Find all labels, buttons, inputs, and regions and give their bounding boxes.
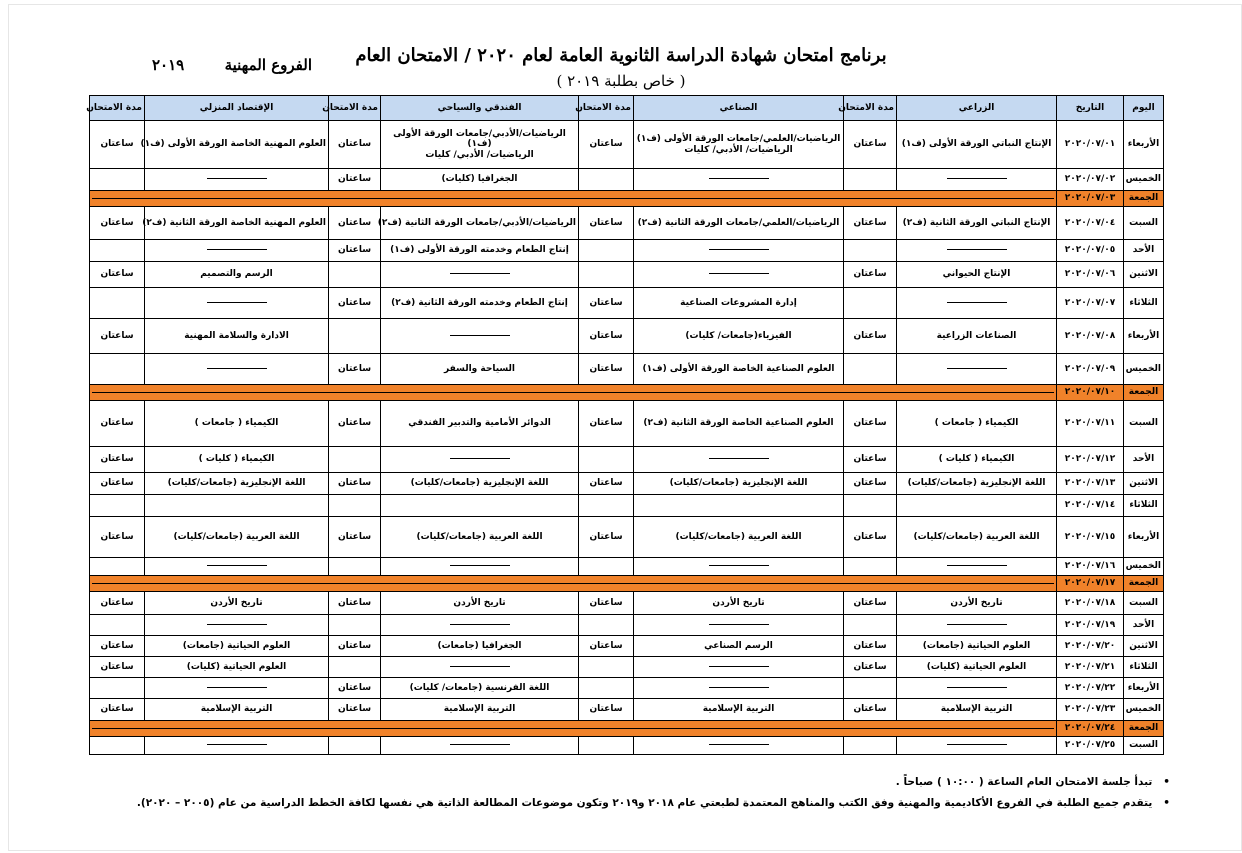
cell-duration xyxy=(844,495,897,517)
cell-date: ٢٠٢٠/٠٧/١٢ xyxy=(1057,447,1124,473)
cell-industrial: الفيزياء(جامعات/ كليات) xyxy=(634,319,844,354)
cell-hotel-tourism: الجغرافيا (كليات) xyxy=(381,169,579,191)
cell-industrial: اللغة العربية (جامعات/كليات) xyxy=(634,517,844,558)
cell-agricultural: الإنتاج الحيواني xyxy=(897,262,1057,288)
cell-hotel-tourism: الرياضيات/الأدبي/جامعات الورقة الثانية (ف٢) xyxy=(381,207,579,240)
cell-duration: ساعتان xyxy=(90,592,145,615)
table-row xyxy=(90,678,1164,699)
notes xyxy=(136,772,1170,814)
cell-duration: ساعتان xyxy=(90,447,145,473)
cell-agricultural: الإنتاج النباتي الورقة الأولى (ف١) xyxy=(897,121,1057,169)
cell-date: ٢٠٢٠/٠٧/٢٠ xyxy=(1057,636,1124,657)
cell-home-economics xyxy=(145,288,329,319)
cell-hotel-tourism: اللغة العربية (جامعات/كليات) xyxy=(381,517,579,558)
friday-row xyxy=(90,385,1164,401)
cell-home-economics: العلوم الحياتية (كليات) xyxy=(145,657,329,678)
cell-duration xyxy=(329,447,381,473)
cell-duration: ساعتان xyxy=(579,401,634,447)
cell-home-economics xyxy=(145,495,329,517)
cell-agricultural xyxy=(897,678,1057,699)
cell-industrial xyxy=(634,447,844,473)
cell-duration xyxy=(579,657,634,678)
cell-duration: ساعتان xyxy=(844,699,897,721)
cell-hotel-tourism: الجغرافيا (جامعات) xyxy=(381,636,579,657)
cell-agricultural xyxy=(897,288,1057,319)
header-duration: مدة الامتحان xyxy=(90,96,145,121)
header-duration: مدة الامتحان xyxy=(579,96,634,121)
table-row xyxy=(90,401,1164,447)
table-row xyxy=(90,636,1164,657)
cell-home-economics: التربية الإسلامية xyxy=(145,699,329,721)
cell-day: الاثنين xyxy=(1124,262,1164,288)
cell-industrial: إدارة المشروعات الصناعية xyxy=(634,288,844,319)
cell-duration: ساعتان xyxy=(329,473,381,495)
cell-hotel-tourism: إنتاج الطعام وخدمته الورقة الثانية (ف٢) xyxy=(381,288,579,319)
cell-agricultural: التربية الإسلامية xyxy=(897,699,1057,721)
cell-hotel-tourism xyxy=(381,447,579,473)
cell-industrial xyxy=(634,737,844,755)
cell-hotel-tourism xyxy=(381,737,579,755)
table-row xyxy=(90,240,1164,262)
friday-strike xyxy=(90,576,1057,592)
cell-home-economics: الرسم والتصميم xyxy=(145,262,329,288)
cell-industrial: الرياضيات/العلمي/جامعات الورقة الأولى (ف١) الرياضيات/ الأدبي/ كليات xyxy=(634,121,844,169)
cell-agricultural xyxy=(897,495,1057,517)
cell-duration: ساعتان xyxy=(844,401,897,447)
cell-duration: ساعتان xyxy=(329,678,381,699)
cell-home-economics: تاريخ الأردن xyxy=(145,592,329,615)
branch-year: ٢٠١٩ xyxy=(152,56,185,74)
cell-day: الأربعاء xyxy=(1124,121,1164,169)
cell-agricultural: اللغة العربية (جامعات/كليات) xyxy=(897,517,1057,558)
table-row xyxy=(90,288,1164,319)
cell-date: ٢٠٢٠/٠٧/٠٤ xyxy=(1057,207,1124,240)
cell-day: الجمعة xyxy=(1124,576,1164,592)
cell-day: الخميس xyxy=(1124,354,1164,385)
cell-duration: ساعتان xyxy=(329,401,381,447)
page-subtitle: ( خاص بطلبة ٢٠١٩ ) xyxy=(556,72,686,90)
header-agricultural: الزراعي xyxy=(897,96,1057,121)
cell-date: ٢٠٢٠/٠٧/٢١ xyxy=(1057,657,1124,678)
cell-duration: ساعتان xyxy=(90,657,145,678)
cell-hotel-tourism xyxy=(381,262,579,288)
cell-date: ٢٠٢٠/٠٧/١٠ xyxy=(1057,385,1124,401)
exam-schedule-table xyxy=(86,95,1164,755)
cell-duration xyxy=(90,558,145,576)
cell-duration xyxy=(844,558,897,576)
cell-duration: ساعتان xyxy=(579,121,634,169)
table-row xyxy=(90,517,1164,558)
cell-duration xyxy=(329,262,381,288)
cell-date: ٢٠٢٠/٠٧/١٩ xyxy=(1057,615,1124,636)
cell-duration: ساعتان xyxy=(844,517,897,558)
cell-duration: ساعتان xyxy=(329,169,381,191)
cell-duration: ساعتان xyxy=(579,319,634,354)
table-row xyxy=(90,657,1164,678)
cell-date: ٢٠٢٠/٠٧/٢٣ xyxy=(1057,699,1124,721)
friday-row xyxy=(90,721,1164,737)
cell-industrial xyxy=(634,495,844,517)
cell-day: الثلاثاء xyxy=(1124,495,1164,517)
cell-duration: ساعتان xyxy=(90,121,145,169)
cell-duration: ساعتان xyxy=(579,592,634,615)
cell-duration xyxy=(90,288,145,319)
cell-home-economics: الكيمياء ( جامعات ) xyxy=(145,401,329,447)
branch-label: الفروع المهنية xyxy=(224,56,312,74)
cell-industrial: الرياضيات/العلمي/جامعات الورقة الثانية (ف٢) xyxy=(634,207,844,240)
cell-duration xyxy=(329,319,381,354)
cell-duration: ساعتان xyxy=(329,288,381,319)
cell-industrial: تاريخ الأردن xyxy=(634,592,844,615)
friday-strike xyxy=(90,721,1057,737)
cell-duration xyxy=(90,615,145,636)
cell-industrial: العلوم الصناعية الخاصة الورقة الأولى (ف١) xyxy=(634,354,844,385)
cell-duration xyxy=(844,615,897,636)
cell-agricultural xyxy=(897,240,1057,262)
cell-industrial: اللغة الإنجليزية (جامعات/كليات) xyxy=(634,473,844,495)
cell-duration: ساعتان xyxy=(844,636,897,657)
table-row xyxy=(90,495,1164,517)
cell-duration xyxy=(90,240,145,262)
friday-row xyxy=(90,191,1164,207)
cell-duration xyxy=(844,354,897,385)
note-item: • يتقدم جميع الطلبة في الفروع الأكاديمية والمهنية وفق الكتب والمناهج المعتمدة لطبعتي عام ٢٠١٨ و٢٠١٩ وتكون موضوعات المطالعة الذاتية هي نفسها لكافة الخطط الدراسية من عام (٢٠٠٥ – ٢٠٢٠). xyxy=(136,797,1170,809)
cell-duration: ساعتان xyxy=(844,447,897,473)
cell-duration xyxy=(844,240,897,262)
cell-agricultural xyxy=(897,737,1057,755)
cell-date: ٢٠٢٠/٠٧/٠٩ xyxy=(1057,354,1124,385)
cell-hotel-tourism: الدوائر الأمامية والتدبير الفندقي xyxy=(381,401,579,447)
cell-agricultural: العلوم الحياتية (جامعات) xyxy=(897,636,1057,657)
cell-duration: ساعتان xyxy=(844,207,897,240)
cell-home-economics: اللغة الإنجليزية (جامعات/كليات) xyxy=(145,473,329,495)
cell-industrial xyxy=(634,678,844,699)
table-row xyxy=(90,319,1164,354)
cell-duration xyxy=(844,288,897,319)
cell-duration: ساعتان xyxy=(329,354,381,385)
cell-industrial xyxy=(634,657,844,678)
cell-agricultural xyxy=(897,558,1057,576)
friday-row xyxy=(90,576,1164,592)
cell-agricultural: الكيمياء ( كليات ) xyxy=(897,447,1057,473)
cell-industrial: التربية الإسلامية xyxy=(634,699,844,721)
cell-duration: ساعتان xyxy=(579,288,634,319)
cell-duration xyxy=(579,447,634,473)
cell-duration: ساعتان xyxy=(329,592,381,615)
cell-date: ٢٠٢٠/٠٧/١٥ xyxy=(1057,517,1124,558)
header-hotel-tourism: الفندقي والسياحي xyxy=(381,96,579,121)
cell-duration xyxy=(90,678,145,699)
cell-date: ٢٠٢٠/٠٧/١١ xyxy=(1057,401,1124,447)
cell-day: الخميس xyxy=(1124,169,1164,191)
page-title: برنامج امتحان شهادة الدراسة الثانوية العامة لعام ٢٠٢٠ / الامتحان العام xyxy=(355,45,887,66)
cell-day: الأربعاء xyxy=(1124,319,1164,354)
cell-agricultural: الكيمياء ( جامعات ) xyxy=(897,401,1057,447)
cell-hotel-tourism xyxy=(381,615,579,636)
cell-home-economics: الكيمياء ( كليات ) xyxy=(145,447,329,473)
cell-date: ٢٠٢٠/٠٧/٢٤ xyxy=(1057,721,1124,737)
cell-home-economics xyxy=(145,615,329,636)
cell-day: الجمعة xyxy=(1124,721,1164,737)
cell-industrial xyxy=(634,615,844,636)
cell-date: ٢٠٢٠/٠٧/٠٦ xyxy=(1057,262,1124,288)
cell-duration: ساعتان xyxy=(329,240,381,262)
cell-duration: ساعتان xyxy=(329,699,381,721)
cell-agricultural xyxy=(897,169,1057,191)
table-row xyxy=(90,558,1164,576)
cell-date: ٢٠٢٠/٠٧/٠٣ xyxy=(1057,191,1124,207)
cell-day: الأربعاء xyxy=(1124,678,1164,699)
header-home-economics: الإقتصاد المنزلي xyxy=(145,96,329,121)
cell-day: الأحد xyxy=(1124,240,1164,262)
cell-agricultural xyxy=(897,354,1057,385)
cell-duration: ساعتان xyxy=(579,636,634,657)
cell-agricultural: تاريخ الأردن xyxy=(897,592,1057,615)
cell-duration: ساعتان xyxy=(579,354,634,385)
cell-duration: ساعتان xyxy=(844,319,897,354)
cell-home-economics xyxy=(145,558,329,576)
table-header-row xyxy=(90,96,1164,121)
cell-home-economics xyxy=(145,737,329,755)
header-industrial: الصناعي xyxy=(634,96,844,121)
table-row xyxy=(90,262,1164,288)
cell-duration xyxy=(579,169,634,191)
cell-duration xyxy=(579,615,634,636)
table-row xyxy=(90,699,1164,721)
cell-hotel-tourism xyxy=(381,319,579,354)
cell-duration xyxy=(90,495,145,517)
cell-hotel-tourism: اللغة الفرنسية (جامعات/ كليات) xyxy=(381,678,579,699)
table-row xyxy=(90,447,1164,473)
friday-strike xyxy=(90,385,1057,401)
cell-duration xyxy=(844,678,897,699)
table-row xyxy=(90,121,1164,169)
cell-day: الأحد xyxy=(1124,447,1164,473)
header-duration: مدة الامتحان xyxy=(329,96,381,121)
cell-home-economics: العلوم الحياتية (جامعات) xyxy=(145,636,329,657)
cell-hotel-tourism: الرياضيات/الأدبي/جامعات الورقة الأولى (ف١) الرياضيات/ الأدبي/ كليات xyxy=(381,121,579,169)
cell-duration xyxy=(844,737,897,755)
header-date: التاريخ xyxy=(1057,96,1124,121)
cell-duration xyxy=(579,678,634,699)
cell-industrial xyxy=(634,262,844,288)
cell-date: ٢٠٢٠/٠٧/٠٨ xyxy=(1057,319,1124,354)
cell-date: ٢٠٢٠/٠٧/٢٥ xyxy=(1057,737,1124,755)
cell-date: ٢٠٢٠/٠٧/٠١ xyxy=(1057,121,1124,169)
cell-day: الأحد xyxy=(1124,615,1164,636)
cell-duration xyxy=(579,558,634,576)
branch-heading xyxy=(152,56,312,74)
cell-date: ٢٠٢٠/٠٧/١٨ xyxy=(1057,592,1124,615)
cell-duration xyxy=(90,169,145,191)
cell-date: ٢٠٢٠/٠٧/٢٢ xyxy=(1057,678,1124,699)
cell-day: الثلاثاء xyxy=(1124,657,1164,678)
cell-industrial: العلوم الصناعية الخاصة الورقة الثانية (ف٢) xyxy=(634,401,844,447)
cell-duration xyxy=(579,737,634,755)
cell-duration: ساعتان xyxy=(844,121,897,169)
cell-duration xyxy=(329,558,381,576)
cell-hotel-tourism: السياحة والسفر xyxy=(381,354,579,385)
cell-day: الخميس xyxy=(1124,558,1164,576)
note-item: • تبدأ جلسة الامتحان العام الساعة ( ١٠:٠٠ ) صباحاً . xyxy=(895,776,1170,788)
cell-agricultural: العلوم الحياتية (كليات) xyxy=(897,657,1057,678)
cell-hotel-tourism xyxy=(381,495,579,517)
cell-home-economics xyxy=(145,678,329,699)
cell-duration: ساعتان xyxy=(90,319,145,354)
cell-duration: ساعتان xyxy=(844,592,897,615)
cell-date: ٢٠٢٠/٠٧/٠٢ xyxy=(1057,169,1124,191)
cell-hotel-tourism: تاريخ الأردن xyxy=(381,592,579,615)
cell-date: ٢٠٢٠/٠٧/١٣ xyxy=(1057,473,1124,495)
table-row xyxy=(90,207,1164,240)
table-row xyxy=(90,473,1164,495)
cell-home-economics xyxy=(145,240,329,262)
cell-duration xyxy=(579,240,634,262)
cell-day: السبت xyxy=(1124,592,1164,615)
cell-hotel-tourism: التربية الإسلامية xyxy=(381,699,579,721)
cell-day: الاثنين xyxy=(1124,473,1164,495)
cell-agricultural: الصناعات الزراعية xyxy=(897,319,1057,354)
cell-industrial xyxy=(634,169,844,191)
cell-hotel-tourism xyxy=(381,558,579,576)
header-duration: مدة الامتحان xyxy=(844,96,897,121)
cell-day: السبت xyxy=(1124,737,1164,755)
cell-duration: ساعتان xyxy=(329,121,381,169)
table-row xyxy=(90,354,1164,385)
cell-date: ٢٠٢٠/٠٧/٠٥ xyxy=(1057,240,1124,262)
cell-industrial: الرسم الصناعي xyxy=(634,636,844,657)
cell-duration xyxy=(90,737,145,755)
cell-duration: ساعتان xyxy=(90,517,145,558)
cell-day: الخميس xyxy=(1124,699,1164,721)
cell-day: الاثنين xyxy=(1124,636,1164,657)
cell-duration xyxy=(329,737,381,755)
cell-duration: ساعتان xyxy=(90,207,145,240)
cell-home-economics: العلوم المهنية الخاصة الورقة الأولى (ف١) xyxy=(145,121,329,169)
cell-duration: ساعتان xyxy=(329,207,381,240)
cell-home-economics xyxy=(145,169,329,191)
cell-duration xyxy=(579,262,634,288)
cell-duration: ساعتان xyxy=(329,636,381,657)
cell-hotel-tourism: اللغة الإنجليزية (جامعات/كليات) xyxy=(381,473,579,495)
cell-duration: ساعتان xyxy=(579,517,634,558)
header-day: اليوم xyxy=(1124,96,1164,121)
cell-duration xyxy=(844,169,897,191)
cell-duration: ساعتان xyxy=(90,699,145,721)
table-row xyxy=(90,615,1164,636)
cell-duration: ساعتان xyxy=(844,657,897,678)
cell-home-economics: اللغة العربية (جامعات/كليات) xyxy=(145,517,329,558)
cell-agricultural: الإنتاج النباتي الورقة الثانية (ف٢) xyxy=(897,207,1057,240)
cell-duration: ساعتان xyxy=(90,473,145,495)
cell-date: ٢٠٢٠/٠٧/١٤ xyxy=(1057,495,1124,517)
cell-duration: ساعتان xyxy=(90,262,145,288)
cell-duration: ساعتان xyxy=(579,473,634,495)
cell-agricultural: اللغة الإنجليزية (جامعات/كليات) xyxy=(897,473,1057,495)
cell-duration xyxy=(579,495,634,517)
table-row xyxy=(90,737,1164,755)
cell-duration: ساعتان xyxy=(329,517,381,558)
cell-day: السبت xyxy=(1124,401,1164,447)
table-row xyxy=(90,169,1164,191)
cell-day: الأربعاء xyxy=(1124,517,1164,558)
cell-hotel-tourism xyxy=(381,657,579,678)
cell-day: السبت xyxy=(1124,207,1164,240)
cell-duration xyxy=(329,657,381,678)
cell-duration xyxy=(329,615,381,636)
cell-date: ٢٠٢٠/٠٧/١٧ xyxy=(1057,576,1124,592)
cell-home-economics: الادارة والسلامة المهنية xyxy=(145,319,329,354)
cell-day: الجمعة xyxy=(1124,191,1164,207)
cell-home-economics: العلوم المهنية الخاصة الورقة الثانية (ف٢) xyxy=(145,207,329,240)
cell-day: الثلاثاء xyxy=(1124,288,1164,319)
cell-duration: ساعتان xyxy=(844,262,897,288)
cell-duration: ساعتان xyxy=(90,636,145,657)
cell-date: ٢٠٢٠/٠٧/٠٧ xyxy=(1057,288,1124,319)
table-row xyxy=(90,592,1164,615)
cell-date: ٢٠٢٠/٠٧/١٦ xyxy=(1057,558,1124,576)
cell-agricultural xyxy=(897,615,1057,636)
cell-duration: ساعتان xyxy=(90,401,145,447)
cell-hotel-tourism: إنتاج الطعام وخدمته الورقة الأولى (ف١) xyxy=(381,240,579,262)
cell-duration: ساعتان xyxy=(579,699,634,721)
cell-day: الجمعة xyxy=(1124,385,1164,401)
cell-industrial xyxy=(634,240,844,262)
cell-duration xyxy=(90,354,145,385)
cell-home-economics xyxy=(145,354,329,385)
friday-strike xyxy=(90,191,1057,207)
cell-industrial xyxy=(634,558,844,576)
cell-duration xyxy=(329,495,381,517)
cell-duration: ساعتان xyxy=(844,473,897,495)
cell-duration: ساعتان xyxy=(579,207,634,240)
